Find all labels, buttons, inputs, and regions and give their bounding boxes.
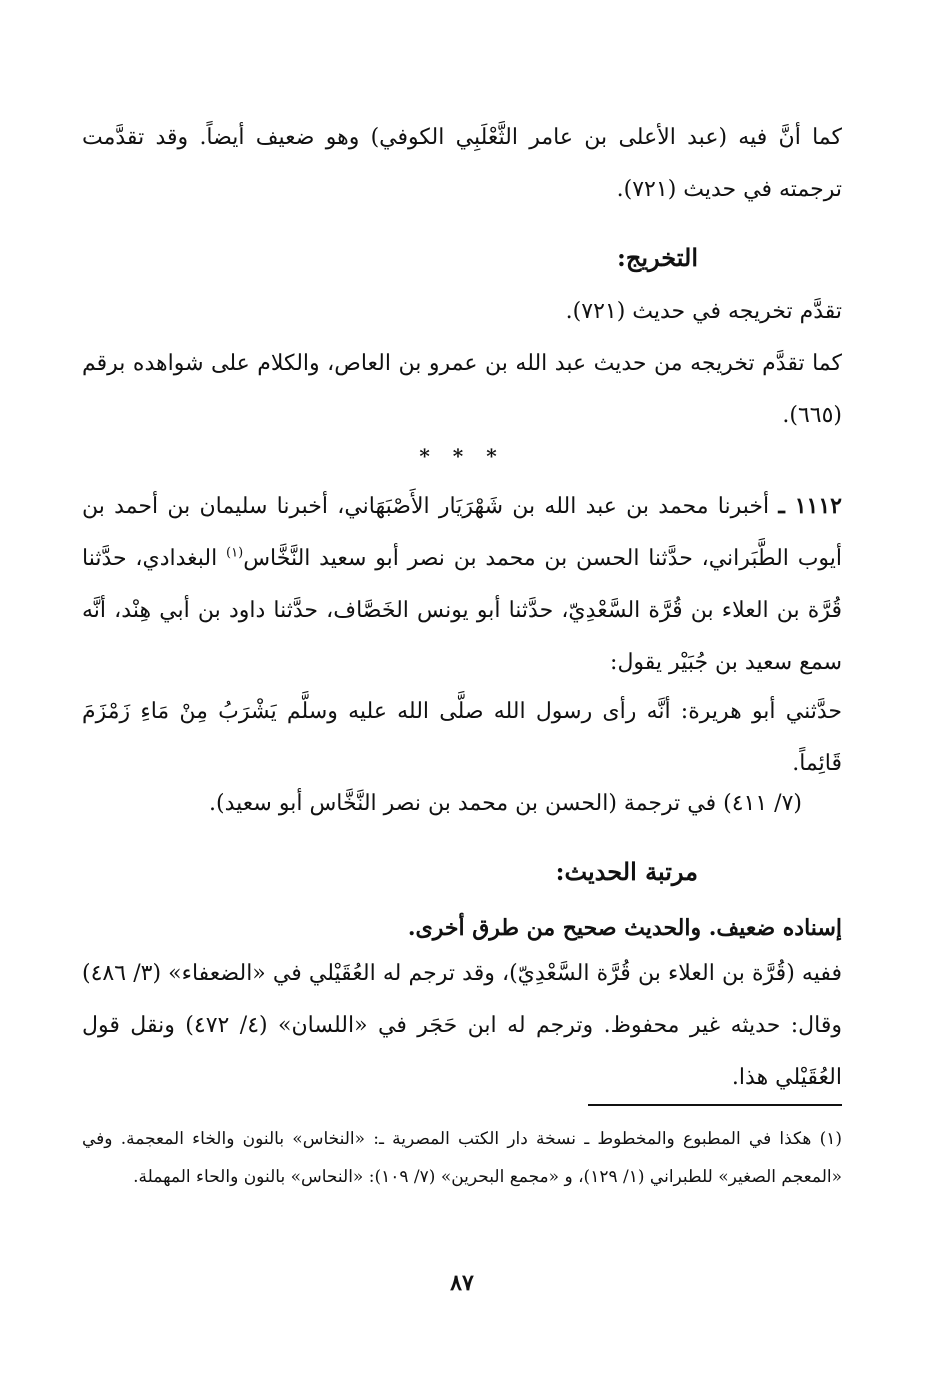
paragraph-matn: حدَّثني أبو هريرة: أنَّه رأى رسول الله صلَّى الله عليه وسلَّم يَشْرَبُ مِنْ مَاءِ زَمْزَمَ قَائِماً. (82, 699, 842, 776)
footnote-1: (١) هكذا في المطبوع والمخطوط ـ نسخة دار الكتب المصرية ـ: «النخاس» بالنون والخاء المعجمة. وفي «المعجم الصغير» للطبراني (١/ ١٢٩)، و «مجمع البحرين» (٧/ ١٠٩): «النحاس» بالنون والحاء المهملة. (82, 1129, 843, 1187)
footnote-divider (588, 1104, 842, 1106)
paragraph-grading: إسناده ضعيف. والحديث صحيح من طرق أخرى. (407, 915, 842, 941)
paragraph-isnad (82, 480, 842, 689)
paragraph-takhrij-ref: تقدَّم تخريجه في حديث (٧٢١). (565, 299, 842, 324)
page-number: ٨٧ (450, 1270, 474, 1296)
isnad-text-part2: البغدادي، حدَّثنا قُرَّة بن العلاء بن قُرَّة السَّعْدِيّ، حدَّثنا أبو يونس الخَصَّاف، حدَّثنا داود بن أبي هِنْد، أنَّه سمع سعيد بن جُبَيْر يقول: (82, 546, 842, 675)
rutba-heading: مرتبة الحديث: (555, 857, 698, 886)
page (82, 0, 842, 1376)
paragraph-grading-reason: ففيه (قُرَّة بن العلاء بن قُرَّة السَّعْدِيّ)، وقد ترجم له العُقَيْلي في «الضعفاء» (٣/ ٤٨٦) وقال: حديثه غير محفوظ. وترجم له ابن حَجَر في «اللسان» (٤/ ٤٧٢) ونقل قول العُقَيْلي هذا. (82, 961, 842, 1090)
isnad-text-part1: أخبرنا محمد بن عبد الله بن شَهْرَيَار الأَصْبَهَاني، أخبرنا سليمان بن أحمد بن أيوب الطَّبَراني، حدَّثنا الحسن بن محمد بن نصر أبو سعيد النَّخَّاس (82, 494, 843, 571)
paragraph-source-ref: (٧/ ٤١١) في ترجمة (الحسن بن محمد بن نصر النَّخَّاس أبو سعيد). (209, 791, 802, 816)
paragraph-takhrij-more: كما تقدَّم تخريجه من حديث عبد الله بن عمرو بن العاص، والكلام على شواهده برقم (٦٦٥). (82, 351, 842, 428)
takhrij-heading: التخريج: (617, 243, 698, 272)
section-separator: * * * (419, 444, 505, 468)
hadith-number: ١١١٢ ـ (778, 493, 842, 519)
paragraph-narrator-note: كما أنَّ فيه (عبد الأعلى بن عامر الثَّعْلَبِي الكوفي) وهو ضعيف أيضاً. وقد تقدَّمت ترجمته في حديث (٧٢١). (82, 125, 842, 202)
footnote-reference[interactable]: (١) (226, 545, 244, 561)
